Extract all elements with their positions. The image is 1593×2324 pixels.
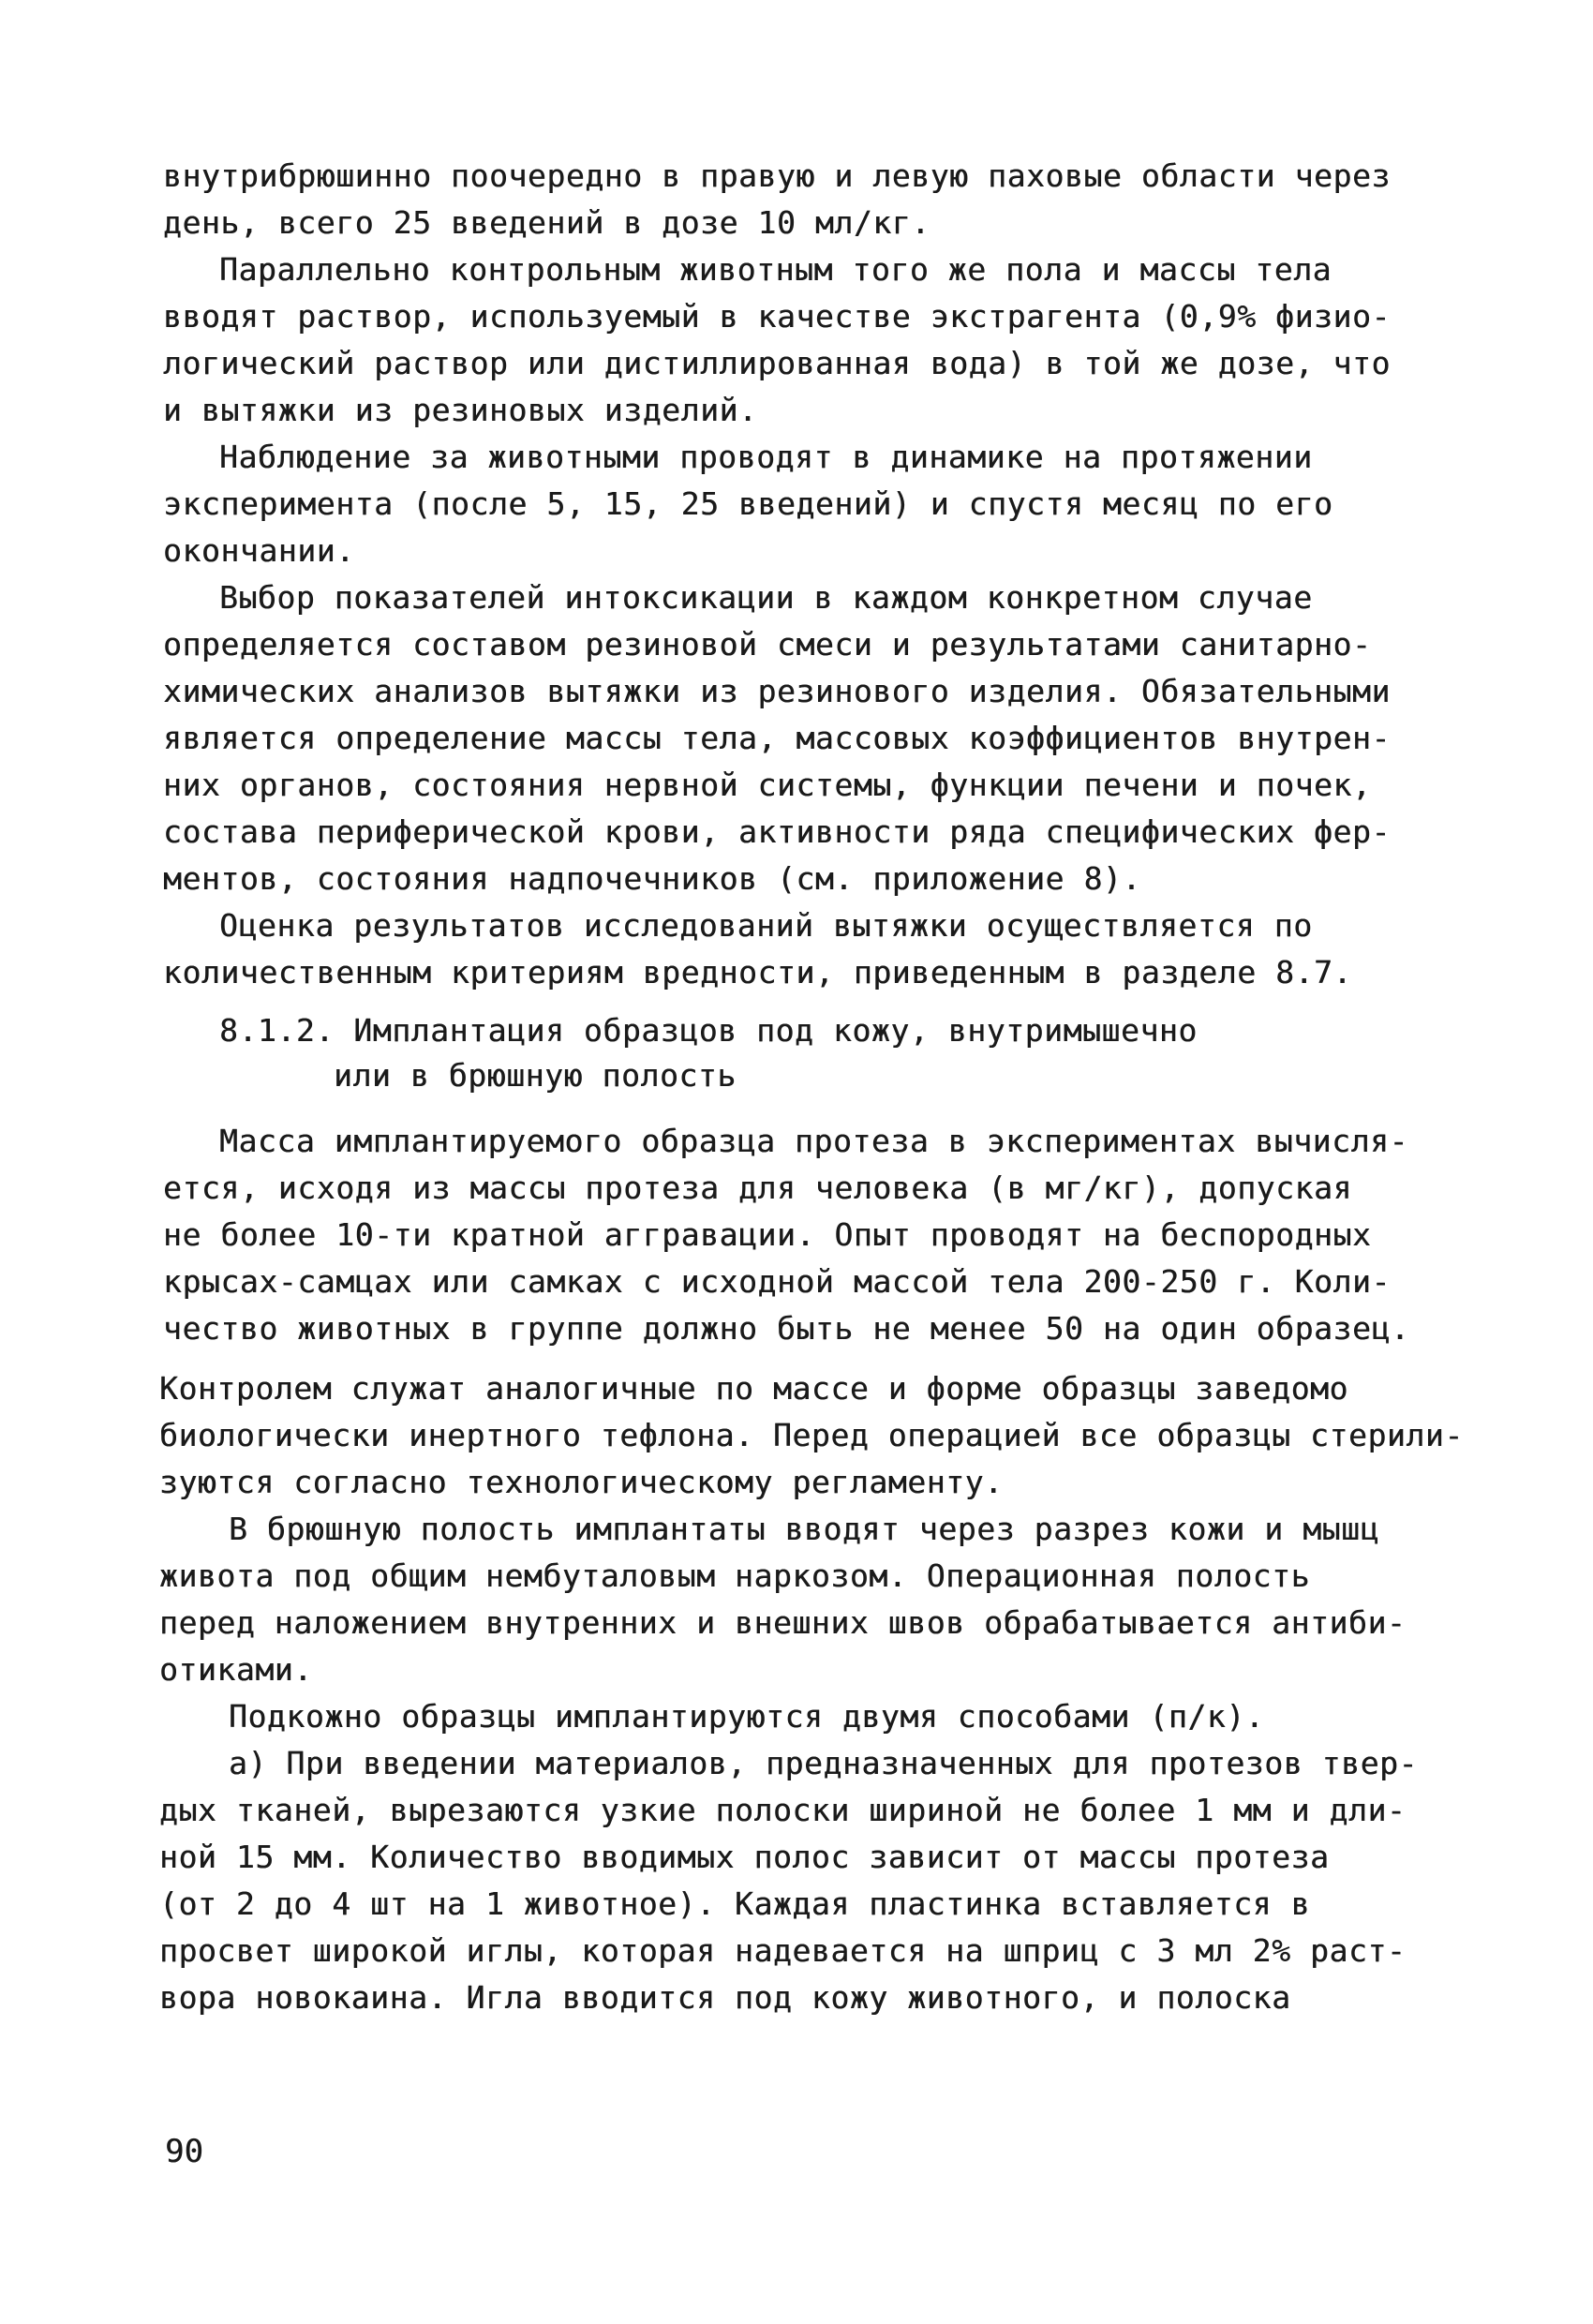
text-line: В брюшную полость имплантаты вводят через разрез кожи и мышц [229, 1511, 1380, 1547]
text-line: вводят раствор, используемый в качестве экстрагента (0,9% физио- [163, 298, 1391, 335]
text-line: а) При введении материалов, предназначенных для протезов твер- [229, 1745, 1418, 1781]
text-line: живота под общим нембуталовым наркозом. Операционная полость [159, 1557, 1311, 1594]
text-line: логический раствор или дистиллированная вода) в той же дозе, что [163, 345, 1391, 381]
text-line: определяется составом резиновой смеси и результатами санитарно- [163, 626, 1372, 663]
text-line: чество животных в группе должно быть не менее 50 на один образец. [163, 1310, 1410, 1347]
text-line: Контролем служат аналогичные по массе и форме образцы заведомо [159, 1370, 1348, 1407]
text-line: дых тканей, вырезаются узкие полоски шириной не более 1 мм и дли- [159, 1792, 1407, 1828]
text-line: состава периферической крови, активности ряда специфических фер- [163, 813, 1391, 850]
text-line: внутрибрюшинно поочередно в правую и левую паховые области через [163, 157, 1391, 194]
text-line: Подкожно образцы имплантируются двумя способами (п/к). [229, 1698, 1265, 1735]
text-line: эксперимента (после 5, 15, 25 введений) и спустя месяц по его [163, 485, 1333, 522]
text-line: биологически инертного тефлона. Перед операцией все образцы стерили- [159, 1417, 1464, 1453]
page-number: 90 [165, 2133, 203, 2170]
text-line: является определение массы тела, массовых коэффициентов внутрен- [163, 720, 1391, 756]
text-line: Параллельно контрольным животным того же пола и массы тела [219, 251, 1332, 288]
text-line: зуются согласно технологическому регламенту. [159, 1464, 1004, 1500]
text-line: ется, исходя из массы протеза для человека (в мг/кг), допуская [163, 1169, 1352, 1206]
text-line: день, всего 25 введений в дозе 10 мл/кг. [163, 204, 930, 241]
text-line: не более 10-ти кратной аггравации. Опыт проводят на беспородных [163, 1216, 1372, 1253]
text-line: просвет широкой иглы, которая надевается на шприц с 3 мл 2% раст- [159, 1932, 1407, 1969]
text-line: количественным критериям вредности, приведенным в разделе 8.7. [163, 954, 1352, 991]
text-line: или в брюшную полость [334, 1057, 737, 1094]
text-line: химических анализов вытяжки из резинового изделия. Обязательными [163, 673, 1391, 709]
text-line: них органов, состояния нервной системы, функции печени и почек, [163, 767, 1372, 803]
text-line: вора новокаина. Игла вводится под кожу животного, и полоска [159, 1979, 1291, 2016]
text-line: ментов, состояния надпочечников (см. приложение 8). [163, 860, 1141, 897]
text-line: (от 2 до 4 шт на 1 животное). Каждая пластинка вставляется в [159, 1885, 1311, 1922]
text-line: Наблюдение за животными проводят в динамике на протяжении [219, 439, 1313, 475]
text-line: ной 15 мм. Количество вводимых полос зависит от массы протеза [159, 1839, 1330, 1875]
text-line: Масса имплантируемого образца протеза в экспериментах вычисля- [219, 1123, 1408, 1159]
text-line: отиками. [159, 1651, 313, 1688]
text-line: крысах-самцах или самках с исходной массой тела 200-250 г. Коли- [163, 1263, 1391, 1300]
text-line: Оценка результатов исследований вытяжки осуществляется по [219, 907, 1313, 944]
text-line: Выбор показателей интоксикации в каждом конкретном случае [219, 579, 1313, 616]
text-line: и вытяжки из резиновых изделий. [163, 392, 758, 428]
text-line: перед наложением внутренних и внешних швов обрабатывается антиби- [159, 1604, 1407, 1641]
text-line: окончании. [163, 532, 355, 569]
text-line: 8.1.2. Имплантация образцов под кожу, внутримышечно [219, 1012, 1198, 1049]
